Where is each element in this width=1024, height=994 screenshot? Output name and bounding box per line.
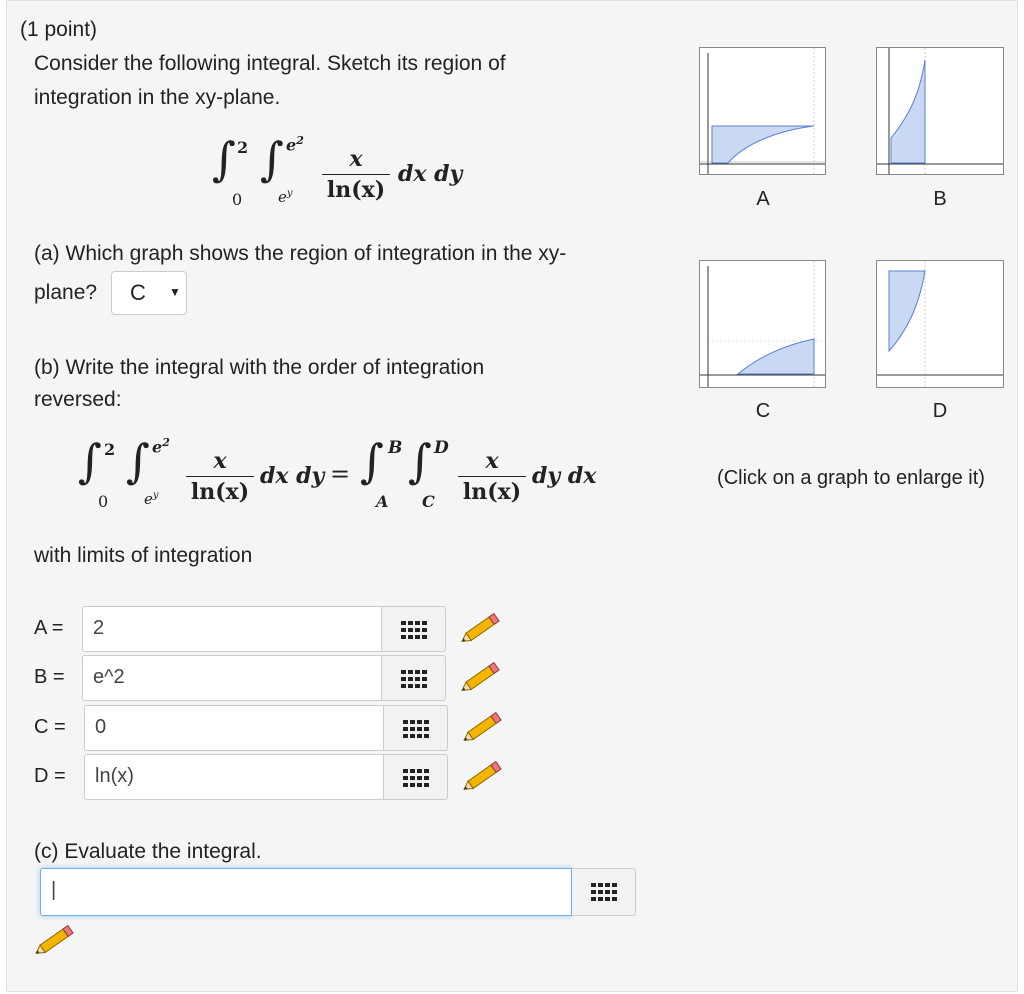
part-c-label: (c) Evaluate the integral. — [34, 840, 262, 863]
integral-differentials: dx dy — [398, 161, 463, 187]
evaluate-input-value: | — [51, 879, 57, 901]
keypad-button[interactable] — [384, 754, 448, 800]
limits-text: with limits of integration — [34, 544, 253, 567]
upper-limit-outer: 2 — [237, 138, 249, 157]
answer-input-value: 2 — [93, 617, 105, 639]
eq-rhs-denominator: ln(x) — [462, 479, 522, 505]
rhs-lower-limit-outer: A — [376, 492, 389, 511]
graph-b-label-text: B — [933, 188, 947, 210]
graph-c-label-text: C — [755, 400, 771, 422]
answer-input-c[interactable] — [84, 705, 384, 751]
pencil-icon[interactable] — [462, 707, 506, 747]
keypad-button[interactable] — [382, 655, 446, 701]
eq-rhs-numerator: x — [458, 448, 526, 477]
graph-c-plot — [700, 261, 825, 387]
eq-lhs-numerator: x — [186, 448, 254, 477]
pencil-icon[interactable] — [462, 756, 506, 796]
keypad-grid-icon — [401, 670, 427, 688]
integrand-numerator: x — [322, 146, 390, 175]
graph-c-label — [743, 400, 783, 423]
answer-input-d[interactable] — [84, 754, 384, 800]
intro-line-2: integration in the xy-plane. — [34, 86, 281, 109]
answer-label: A = — [34, 617, 64, 639]
graph-a-label — [743, 188, 783, 211]
reversed-integral-equation: ∫ 2 0 ∫ $e^2$ $e^y$ $\frac{x}{\ln(x)}$ dx dy = ∫ B A ∫ D C $\frac{x}{\ln(x)}$ dy dx — [78, 434, 597, 511]
rhs-lower-limit-inner: C — [422, 492, 435, 511]
rhs-upper-limit-inner: D — [434, 438, 449, 458]
evaluate-input[interactable] — [40, 868, 572, 916]
eq-rhs-differentials: dy dx — [532, 463, 597, 489]
answer-input-value: e^2 — [93, 666, 125, 688]
evaluate-keypad-button[interactable] — [572, 868, 636, 916]
graph-hint: (Click on a graph to enlarge it) — [717, 467, 985, 489]
part-b-line-1: (b) Write the integral with the order of integration — [34, 356, 485, 379]
integrand-denominator: ln(x) — [326, 177, 386, 203]
upper-limit-inner-exp: 2 — [296, 134, 304, 147]
pencil-icon[interactable] — [460, 608, 504, 648]
eq-lhs-differentials: dx dy — [260, 463, 325, 489]
graph-a-plot — [700, 48, 825, 174]
part-b-line-2: reversed: — [34, 388, 122, 411]
integral-expression: ∫ 2 0 ∫ $e^2$ $e^y$ $\frac{x}{\ln(x)}$ dx dy — [212, 132, 463, 209]
graph-b[interactable] — [876, 47, 1004, 175]
eq-lhs-denominator: ln(x) — [190, 479, 250, 505]
part-a-line-1: (a) Which graph shows the region of integration in the xy- — [34, 242, 567, 265]
graph-b-plot — [877, 48, 1003, 174]
answer-label: B = — [34, 666, 65, 688]
lower-limit-inner: e — [278, 188, 287, 206]
intro-line-1: Consider the following integral. Sketch its region of — [34, 52, 506, 75]
keypad-grid-icon — [403, 720, 429, 738]
pencil-icon[interactable] — [460, 657, 504, 697]
graph-d-plot — [877, 261, 1003, 387]
answer-input-value: ln(x) — [95, 765, 134, 787]
graph-select-value: C — [130, 280, 146, 305]
answer-label: C = — [34, 716, 66, 738]
graph-c[interactable] — [699, 260, 826, 388]
equals-sign: = — [330, 460, 351, 488]
graph-select-dropdown[interactable] — [111, 271, 187, 315]
pencil-icon[interactable] — [34, 920, 78, 960]
graph-d-label — [920, 400, 960, 423]
graph-d[interactable] — [876, 260, 1004, 388]
eq-lower-limit-inner: e — [144, 490, 153, 508]
eq-lower-limit-outer: 0 — [98, 492, 109, 511]
lower-limit-inner-exp: y — [286, 188, 293, 199]
part-a-line-2: plane? — [34, 281, 98, 304]
graph-b-label — [920, 188, 960, 211]
eq-upper-limit-inner: e — [152, 437, 163, 457]
graph-a-label-text: A — [756, 188, 770, 210]
keypad-grid-icon — [591, 883, 617, 901]
answer-input-b[interactable] — [82, 655, 382, 701]
graph-d-label-text: D — [932, 400, 948, 422]
keypad-grid-icon — [403, 769, 429, 787]
keypad-button[interactable] — [384, 705, 448, 751]
answer-input-value: 0 — [95, 716, 107, 738]
points-label: (1 point) — [20, 18, 98, 41]
chevron-down-icon: ▼ — [169, 285, 181, 299]
eq-upper-limit-inner-exp: 2 — [162, 436, 170, 449]
upper-limit-inner: e — [286, 135, 297, 155]
keypad-button[interactable] — [382, 606, 446, 652]
answer-label: D = — [34, 765, 66, 787]
lower-limit-outer: 0 — [232, 190, 243, 209]
rhs-upper-limit-outer: B — [388, 438, 403, 458]
eq-upper-limit-outer: 2 — [104, 440, 116, 459]
eq-lower-limit-inner-exp: y — [152, 490, 159, 501]
graph-a[interactable] — [699, 47, 826, 175]
answer-input-a[interactable] — [82, 606, 382, 652]
keypad-grid-icon — [401, 621, 427, 639]
